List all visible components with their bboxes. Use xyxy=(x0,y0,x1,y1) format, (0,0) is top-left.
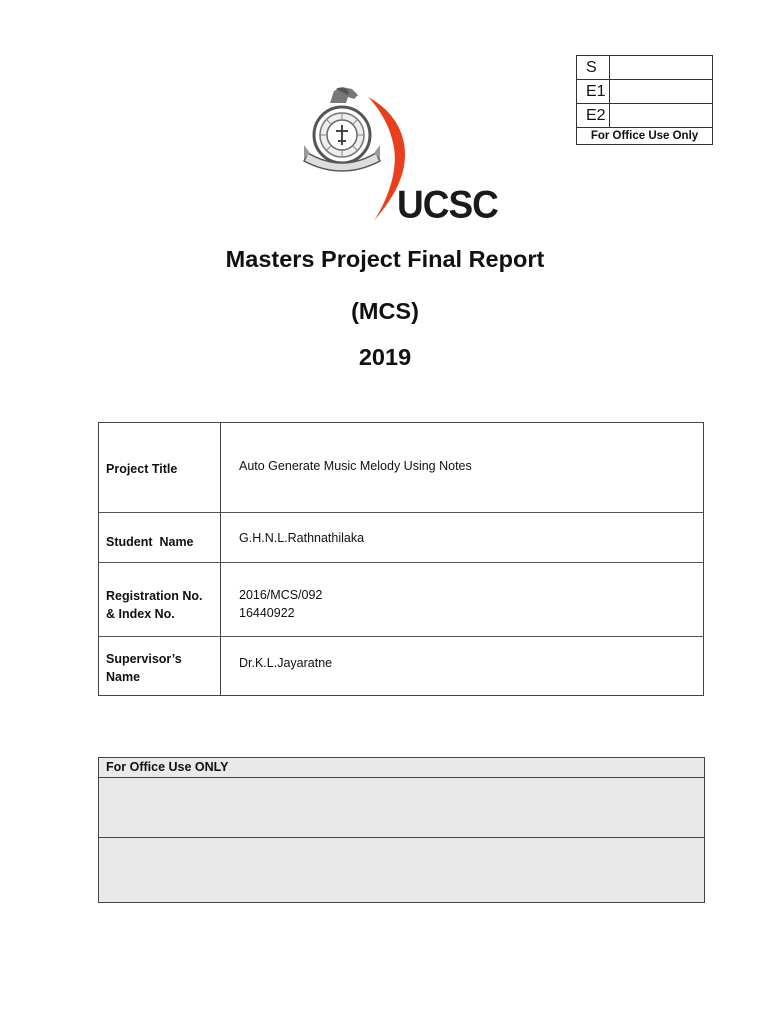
office-use-section xyxy=(98,757,705,903)
year-title: 2019 xyxy=(358,344,412,370)
program-title: (MCS) xyxy=(351,298,419,324)
supervisor-label xyxy=(99,636,221,696)
registration-value-cell xyxy=(239,586,695,622)
student-name-label xyxy=(99,512,221,562)
office-caption: For Office Use Only xyxy=(590,130,699,142)
student-name-value-cell xyxy=(239,529,695,547)
project-title-value: Auto Generate Music Melody Using Notes xyxy=(239,459,472,473)
table-row-project-title xyxy=(99,423,703,513)
table-row-student-name xyxy=(99,512,703,563)
office-code: E2 xyxy=(577,104,610,127)
office-value-cell xyxy=(610,56,712,79)
student-name-label-text: Student Name xyxy=(106,535,194,549)
project-title-label xyxy=(99,423,221,512)
registration-label-line2: & Index No. xyxy=(106,607,175,621)
office-row-e2 xyxy=(577,104,712,128)
index-number: 16440922 xyxy=(239,606,295,620)
supervisor-label-line1: Supervisor’s xyxy=(106,652,182,666)
student-name-value: G.H.N.L.Rathnathilaka xyxy=(239,531,365,545)
registration-label-line1: Registration No. xyxy=(106,589,203,603)
supervisor-label-line2: Name xyxy=(106,670,141,684)
table-row-supervisor xyxy=(99,636,703,696)
office-code: E1 xyxy=(577,80,610,103)
registration-label xyxy=(99,562,221,636)
supervisor-value: Dr.K.L.Jayaratne xyxy=(239,656,333,670)
project-title-value-cell xyxy=(239,457,695,475)
project-details-table xyxy=(98,422,704,696)
office-value-cell xyxy=(610,104,712,127)
office-value-cell xyxy=(610,80,712,103)
office-use-heading: For Office Use ONLY xyxy=(99,758,704,778)
office-use-block-1 xyxy=(99,778,704,838)
office-row-s xyxy=(577,56,712,80)
office-code: S xyxy=(577,56,610,79)
ucsc-wordmark: UCSC xyxy=(397,182,498,226)
table-row-registration xyxy=(99,562,703,637)
project-title-label-text: Project Title xyxy=(106,462,178,476)
supervisor-value-cell xyxy=(239,654,695,672)
report-title: Masters Project Final Report xyxy=(225,246,545,272)
office-use-grid xyxy=(576,55,713,145)
registration-number: 2016/MCS/092 xyxy=(239,588,323,602)
office-row-e1 xyxy=(577,80,712,104)
